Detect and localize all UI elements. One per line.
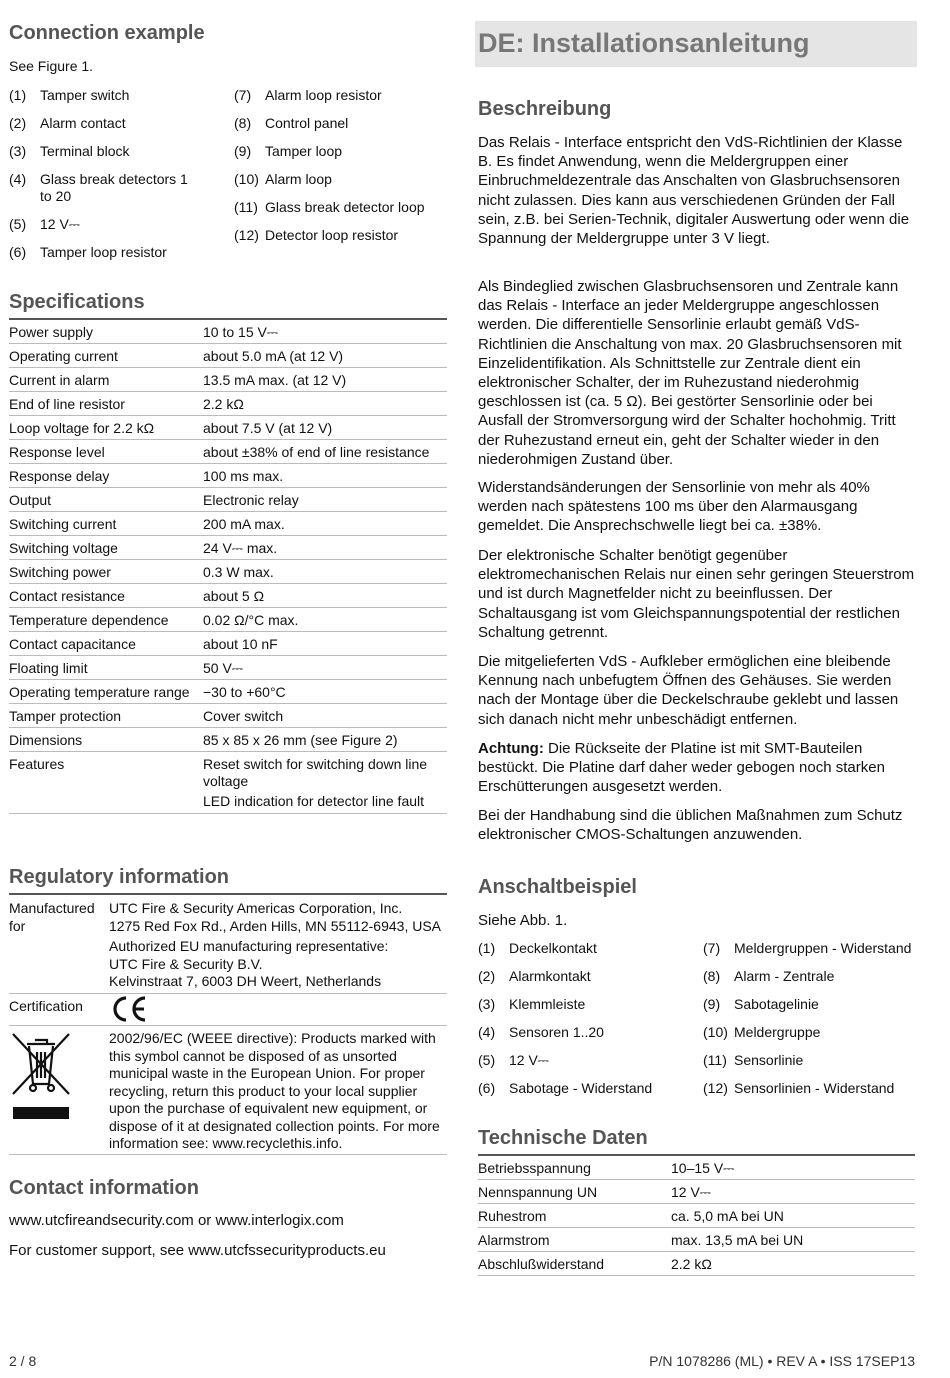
paragraph: Der elektronische Schalter benötigt gegenüber elektromechanischen Relais nur einen sehr geringen Steuerstrom und ist durch Magnetfelder nicht zu beeinflussen. Der Schaltausgang ist vom Gleichspannungspotential der restlichen Schaltung getrennt. bbox=[478, 547, 915, 641]
table-row bbox=[9, 655, 447, 679]
item-number: (5) bbox=[9, 216, 27, 232]
paragraph: Bei der Handhabung sind die üblichen Maßnahmen zum Schutz elektronischer CMOS-Schaltungen anzuwenden. bbox=[478, 807, 903, 844]
list-item bbox=[703, 968, 918, 985]
table-row bbox=[9, 487, 447, 511]
table-row bbox=[9, 343, 447, 367]
part-number: P/N 1078286 (ML) • REV A • ISS 17SEP13 bbox=[649, 1353, 915, 1369]
spec-value: 12 V⎓ bbox=[671, 1179, 915, 1203]
item-number: (12) bbox=[703, 1080, 728, 1096]
manufactured-line-1: UTC Fire & Security Americas Corporation, Inc. bbox=[109, 900, 403, 916]
spec-label: Switching current bbox=[9, 511, 203, 535]
spec-value: 50 V⎓ bbox=[203, 655, 447, 679]
item-label: Detector loop resistor bbox=[265, 227, 399, 243]
divider bbox=[9, 1025, 447, 1026]
item-label: Alarm loop bbox=[265, 171, 332, 187]
feature-item: Reset switch for switching down line voltage bbox=[203, 755, 428, 789]
spec-label: Temperature dependence bbox=[9, 607, 203, 631]
table-row bbox=[9, 415, 447, 439]
table-row bbox=[9, 703, 447, 727]
spec-label: Operating temperature range bbox=[9, 679, 203, 703]
spec-label: Switching power bbox=[9, 559, 203, 583]
spec-label: Response delay bbox=[9, 463, 203, 487]
techdaten-table bbox=[478, 1154, 915, 1276]
spec-label: Response level bbox=[9, 439, 203, 463]
item-label: Glass break detector loop bbox=[265, 199, 425, 215]
list-item bbox=[703, 940, 918, 957]
list-item bbox=[478, 996, 698, 1013]
item-number: (4) bbox=[478, 1024, 496, 1040]
anschalt-heading: Anschaltbeispiel bbox=[478, 876, 637, 898]
item-number: (8) bbox=[703, 968, 721, 984]
eu-line-1: Authorized EU manufacturing representative: bbox=[109, 938, 389, 954]
table-row bbox=[9, 559, 447, 583]
list-item bbox=[9, 87, 209, 104]
list-item bbox=[478, 940, 698, 957]
list-item bbox=[703, 1024, 918, 1041]
spec-value: Electronic relay bbox=[203, 487, 447, 511]
certification-label: Certification bbox=[9, 998, 83, 1014]
ce-mark-logo bbox=[109, 995, 149, 1023]
item-label: Klemmleiste bbox=[509, 996, 586, 1012]
spec-value: about 10 nF bbox=[203, 631, 447, 655]
item-number: (9) bbox=[703, 996, 721, 1012]
list-item bbox=[234, 115, 454, 132]
item-number: (8) bbox=[234, 115, 252, 131]
table-row bbox=[9, 679, 447, 703]
spec-label: Contact capacitance bbox=[9, 631, 203, 655]
item-label: Tamper switch bbox=[40, 87, 130, 103]
item-number: (3) bbox=[9, 143, 27, 159]
manufactured-line-2: 1275 Red Fox Rd., Arden Hills, MN 55112-6943, USA bbox=[109, 917, 442, 934]
page-number: 2 / 8 bbox=[9, 1353, 37, 1369]
item-label: Alarmkontakt bbox=[509, 968, 591, 984]
spec-label: Nennspannung UN bbox=[478, 1179, 671, 1203]
item-label: Tamper loop bbox=[265, 143, 343, 159]
spec-label: Betriebsspannung bbox=[478, 1155, 671, 1179]
table-row bbox=[478, 1251, 915, 1275]
item-label: 12 V⎓ bbox=[509, 1052, 549, 1068]
manufactured-info bbox=[109, 900, 447, 935]
item-number: (11) bbox=[234, 199, 258, 215]
de-banner-title: DE: Installationsanleitung bbox=[478, 28, 810, 58]
list-item bbox=[234, 87, 454, 104]
table-row bbox=[9, 727, 447, 751]
list-item bbox=[234, 171, 454, 188]
divider bbox=[9, 993, 447, 994]
table-row bbox=[478, 1179, 915, 1203]
regulatory-top-rule bbox=[9, 893, 447, 895]
spec-value bbox=[203, 751, 447, 813]
spec-value: 24 V⎓ max. bbox=[203, 535, 447, 559]
list-item bbox=[703, 996, 918, 1013]
item-number: (1) bbox=[478, 940, 496, 956]
item-number: (5) bbox=[478, 1052, 496, 1068]
list-item bbox=[234, 199, 454, 216]
paragraph: Als Bindeglied zwischen Glasbruchsensoren und Zentrale kann das Relais - Interface an jeder Meldergruppe angeschlossen werden. Die differentielle Sensorlinie erlaubt gemäß VdS-Richtlinien die Anschaltung von max. 20 Glasbruchsensoren mit Einzelidentifikation. Als Schnittstelle zur Zentrale dient ein elektronischer Schalter, der im Ruhezustand niederohmig geschlossen ist (ca. 5 Ω). Bei gestörter Sensorlinie oder bei Ausfall der Stromversorgung wird der Schalter hochohmig. Tritt der Ruhezustand erneut ein, geht der Schalter wieder in den niederohmigen Zustand über. bbox=[478, 278, 902, 468]
item-label: Sensorlinien - Widerstand bbox=[734, 1080, 895, 1096]
spec-label: Power supply bbox=[9, 319, 203, 343]
item-label: Sabotagelinie bbox=[734, 996, 819, 1012]
list-item bbox=[478, 1052, 698, 1069]
table-row bbox=[9, 583, 447, 607]
item-label: Sensoren 1..20 bbox=[509, 1024, 604, 1040]
list-item bbox=[478, 1080, 698, 1097]
spec-value: −30 to +60°C bbox=[203, 679, 447, 703]
spec-label: Abschlußwiderstand bbox=[478, 1251, 671, 1275]
spec-label: Loop voltage for 2.2 kΩ bbox=[9, 415, 203, 439]
table-row bbox=[9, 751, 447, 813]
eu-line-3: Kelvinstraat 7, 6003 DH Weert, Netherlands bbox=[109, 973, 382, 989]
spec-value: 13.5 mA max. (at 12 V) bbox=[203, 367, 447, 391]
connection-heading: Connection example bbox=[9, 22, 205, 44]
spec-label: Operating current bbox=[9, 343, 203, 367]
spec-value: max. 13,5 mA bei UN bbox=[671, 1227, 915, 1251]
de-banner bbox=[475, 21, 917, 67]
item-number: (2) bbox=[9, 115, 27, 131]
spec-label: Switching voltage bbox=[9, 535, 203, 559]
table-row bbox=[9, 391, 447, 415]
spec-value: 200 mA max. bbox=[203, 511, 447, 535]
paragraph: Das Relais - Interface entspricht den VdS-Richtlinien der Klasse B. Es findet Anwendung, wenn die Meldergruppen einer Einbruchmeldezentrale das Anschalten von Glasbruchsensoren nicht zulassen. Dies kann aus verschiedenen Gründen der Fall sein, z.B. bei Serien-Technik, digitaler Auswertung oder wenn die Spannung der Meldergruppe unter 3 V liegt. bbox=[478, 134, 910, 248]
weee-bin-icon bbox=[9, 1030, 73, 1122]
specifications-heading: Specifications bbox=[9, 291, 145, 313]
list-item bbox=[9, 115, 209, 132]
item-label: Alarm loop resistor bbox=[265, 87, 382, 103]
item-label: Deckelkontakt bbox=[509, 940, 597, 956]
divider bbox=[9, 1154, 447, 1155]
eu-representative bbox=[109, 938, 447, 991]
warning-paragraph bbox=[478, 739, 918, 797]
list-item bbox=[9, 171, 209, 205]
feature-item: LED indication for detector line fault bbox=[203, 792, 425, 809]
spec-value: 0.3 W max. bbox=[203, 559, 447, 583]
spec-value: about 7.5 V (at 12 V) bbox=[203, 415, 447, 439]
spec-label: Alarmstrom bbox=[478, 1227, 671, 1251]
list-item bbox=[234, 143, 454, 160]
list-item bbox=[9, 216, 209, 233]
spec-label: End of line resistor bbox=[9, 391, 203, 415]
weee-text: 2002/96/EC (WEEE directive): Products marked with this symbol cannot be disposed of as unsorted municipal waste in the European Union. For proper recycling, return this product to your local supplier upon the purchase of equivalent new equipment, or dispose of it at designated collection points. For more information see: www.recyclethis.info. bbox=[109, 1030, 440, 1151]
table-row bbox=[478, 1203, 915, 1227]
spec-value: Cover switch bbox=[203, 703, 447, 727]
item-number: (2) bbox=[478, 968, 496, 984]
regulatory-heading: Regulatory information bbox=[9, 866, 230, 888]
table-row bbox=[9, 367, 447, 391]
contact-websites: www.utcfireandsecurity.com or www.interlogix.com bbox=[9, 1212, 344, 1229]
list-item bbox=[703, 1052, 918, 1069]
spec-label: Ruhestrom bbox=[478, 1203, 671, 1227]
table-row bbox=[478, 1155, 915, 1179]
spec-value: ca. 5,0 mA bei UN bbox=[671, 1203, 915, 1227]
item-number: (3) bbox=[478, 996, 496, 1012]
contact-heading: Contact information bbox=[9, 1177, 199, 1199]
item-number: (10) bbox=[703, 1024, 728, 1040]
spec-value: 2.2 kΩ bbox=[671, 1251, 915, 1275]
item-label: Sensorlinie bbox=[734, 1052, 804, 1068]
spec-label: Floating limit bbox=[9, 655, 203, 679]
item-label: Tamper loop resistor bbox=[40, 244, 167, 260]
spec-value: about 5.0 mA (at 12 V) bbox=[203, 343, 447, 367]
item-label: Terminal block bbox=[40, 143, 130, 159]
list-item bbox=[9, 244, 209, 261]
item-label: Glass break detectors 1 to 20 bbox=[40, 171, 188, 204]
techdaten-heading: Technische Daten bbox=[478, 1127, 648, 1149]
see-figure: See Figure 1. bbox=[9, 58, 94, 74]
item-label: Alarm contact bbox=[40, 115, 126, 131]
spec-value: 10 to 15 V⎓ bbox=[203, 319, 447, 343]
warning-label: Achtung: bbox=[478, 740, 544, 757]
item-label: Meldergruppe bbox=[734, 1024, 821, 1040]
item-label: Control panel bbox=[265, 115, 349, 131]
table-row bbox=[9, 463, 447, 487]
eu-line-2: UTC Fire & Security B.V. bbox=[109, 955, 263, 972]
item-number: (4) bbox=[9, 171, 27, 187]
spec-label: Dimensions bbox=[9, 727, 203, 751]
spec-value: 85 x 85 x 26 mm (see Figure 2) bbox=[203, 727, 447, 751]
item-number: (7) bbox=[234, 87, 252, 103]
spec-label: Tamper protection bbox=[9, 703, 203, 727]
spec-value: 100 ms max. bbox=[203, 463, 447, 487]
specifications-table bbox=[9, 318, 447, 814]
contact-support: For customer support, see www.utcfssecurityproducts.eu bbox=[9, 1242, 386, 1259]
table-row bbox=[478, 1227, 915, 1251]
item-number: (1) bbox=[9, 87, 27, 103]
table-row bbox=[9, 439, 447, 463]
item-number: (9) bbox=[234, 143, 252, 159]
spec-value: about ±38% of end of line resistance bbox=[203, 439, 447, 463]
list-item bbox=[478, 1024, 698, 1041]
spec-label: Features bbox=[9, 751, 203, 813]
item-label: Meldergruppen - Widerstand bbox=[734, 940, 912, 956]
siehe-abb: Siehe Abb. 1. bbox=[478, 912, 568, 929]
item-number: (12) bbox=[234, 227, 259, 243]
item-number: (6) bbox=[478, 1080, 496, 1096]
paragraph: Die mitgelieferten VdS - Aufkleber ermöglichen eine bleibende Kennung nach unbefugtem Öffnen des Gehäuses. Sie werden nach der Montage über die Deckelschraube geklebt und lassen sich danach nicht mehr unbeschädigt entfernen. bbox=[478, 653, 899, 728]
item-label: Sabotage - Widerstand bbox=[509, 1080, 653, 1096]
table-row bbox=[9, 511, 447, 535]
list-item bbox=[703, 1080, 918, 1097]
list-item bbox=[9, 143, 209, 160]
list-item bbox=[478, 968, 698, 985]
spec-value: about 5 Ω bbox=[203, 583, 447, 607]
list-item bbox=[234, 227, 454, 244]
item-number: (11) bbox=[703, 1052, 727, 1068]
table-row bbox=[9, 607, 447, 631]
warning-text: Die Rückseite der Platine ist mit SMT-Bauteilen bestückt. Die Platine darf daher weder gebogen noch starken Erschütterungen ausgesetzt werden. bbox=[478, 740, 885, 796]
spec-value: 10–15 V⎓ bbox=[671, 1155, 915, 1179]
item-label: 12 V⎓ bbox=[40, 216, 80, 232]
item-number: (6) bbox=[9, 244, 27, 260]
beschreibung-heading: Beschreibung bbox=[478, 98, 612, 120]
spec-value: 0.02 Ω/°C max. bbox=[203, 607, 447, 631]
spec-label: Contact resistance bbox=[9, 583, 203, 607]
table-row bbox=[9, 535, 447, 559]
item-number: (10) bbox=[234, 171, 259, 187]
spec-value: 2.2 kΩ bbox=[203, 391, 447, 415]
spec-label: Output bbox=[9, 487, 203, 511]
table-row bbox=[9, 319, 447, 343]
spec-label: Current in alarm bbox=[9, 367, 203, 391]
paragraph: Widerstandsänderungen der Sensorlinie von mehr als 40% werden nach spätestens 100 ms über den Alarmausgang gemeldet. Die Ansprechschwelle liegt bei ca. ±38%. bbox=[478, 479, 870, 535]
manufactured-label: Manufactured for bbox=[9, 900, 95, 934]
item-label: Alarm - Zentrale bbox=[734, 968, 835, 984]
table-row bbox=[9, 631, 447, 655]
item-number: (7) bbox=[703, 940, 721, 956]
